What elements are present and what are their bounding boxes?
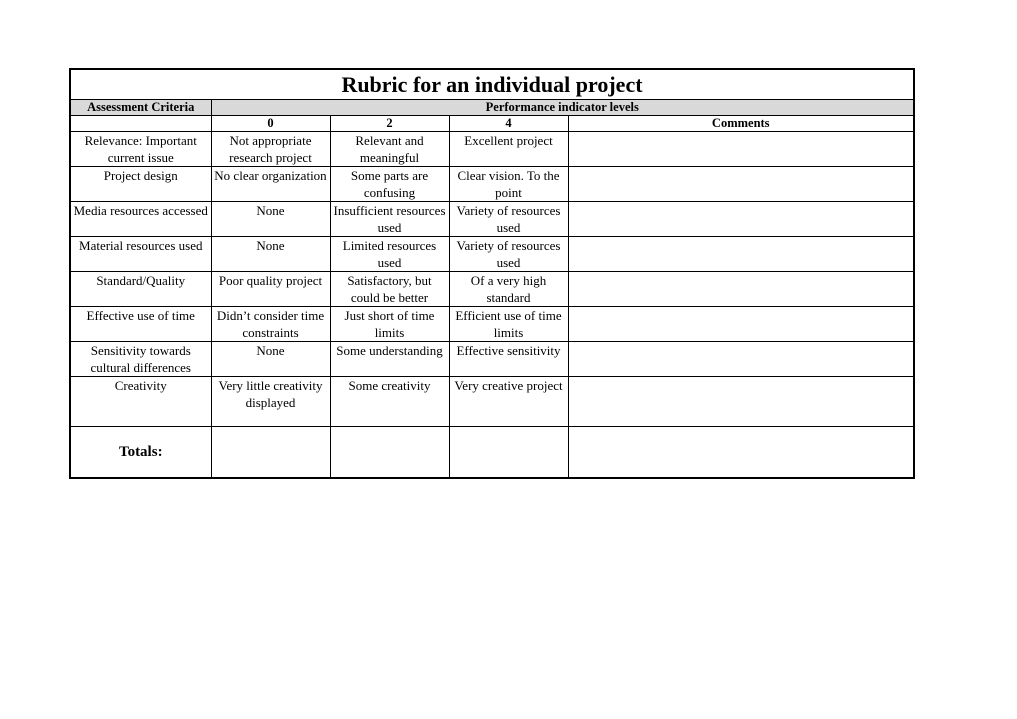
criterion-cell: Sensitivity towards cultural differences (70, 342, 211, 377)
level-4-cell: Effective sensitivity (449, 342, 568, 377)
table-row (70, 202, 914, 237)
totals-level-2-cell (330, 427, 449, 479)
level-0-cell: Very little creativity displayed (211, 377, 330, 427)
criterion-cell: Creativity (70, 377, 211, 427)
level-4-cell: Clear vision. To the point (449, 167, 568, 202)
comment-cell (568, 202, 914, 237)
comment-cell (568, 307, 914, 342)
comment-cell (568, 167, 914, 202)
title-row (70, 69, 914, 100)
table-row (70, 342, 914, 377)
comment-cell (568, 237, 914, 272)
level-0-cell: None (211, 237, 330, 272)
level-2-header: 2 (330, 116, 449, 132)
table-row (70, 272, 914, 307)
table-row (70, 132, 914, 167)
level-0-cell: No clear organization (211, 167, 330, 202)
level-4-cell: Variety of resources used (449, 237, 568, 272)
level-4-cell: Variety of resources used (449, 202, 568, 237)
level-2-cell: Some parts are confusing (330, 167, 449, 202)
level-4-cell: Of a very high standard (449, 272, 568, 307)
table-row (70, 307, 914, 342)
table-row (70, 237, 914, 272)
totals-level-0-cell (211, 427, 330, 479)
level-2-cell: Satisfactory, but could be better (330, 272, 449, 307)
performance-levels-header: Performance indicator levels (211, 100, 914, 116)
level-4-header: 4 (449, 116, 568, 132)
criterion-cell: Media resources accessed (70, 202, 211, 237)
level-4-cell: Very creative project (449, 377, 568, 427)
totals-label: Totals: (70, 427, 211, 479)
level-2-cell: Relevant and meaningful (330, 132, 449, 167)
criterion-cell: Material resources used (70, 237, 211, 272)
comment-cell (568, 377, 914, 427)
level-0-cell: None (211, 202, 330, 237)
level-4-cell: Excellent project (449, 132, 568, 167)
level-2-cell: Insufficient resources used (330, 202, 449, 237)
level-2-cell: Just short of time limits (330, 307, 449, 342)
rubric-title: Rubric for an individual project (70, 69, 914, 100)
criterion-cell: Effective use of time (70, 307, 211, 342)
level-2-cell: Some creativity (330, 377, 449, 427)
comment-cell (568, 132, 914, 167)
level-0-cell: Not appropriate research project (211, 132, 330, 167)
comment-cell (568, 272, 914, 307)
level-2-cell: Some understanding (330, 342, 449, 377)
criterion-cell: Project design (70, 167, 211, 202)
header-row (70, 100, 914, 116)
level-0-cell: None (211, 342, 330, 377)
totals-level-4-cell (449, 427, 568, 479)
table-row (70, 167, 914, 202)
table-row (70, 377, 914, 427)
rubric-table (69, 68, 915, 479)
totals-row (70, 427, 914, 479)
level-2-cell: Limited resources used (330, 237, 449, 272)
level-4-cell: Efficient use of time limits (449, 307, 568, 342)
totals-comment-cell (568, 427, 914, 479)
criterion-cell: Standard/Quality (70, 272, 211, 307)
level-0-header: 0 (211, 116, 330, 132)
level-blank-cell (70, 116, 211, 132)
comment-cell (568, 342, 914, 377)
level-0-cell: Poor quality project (211, 272, 330, 307)
criterion-cell: Relevance: Important current issue (70, 132, 211, 167)
assessment-criteria-header: Assessment Criteria (70, 100, 211, 116)
level-0-cell: Didn’t consider time constraints (211, 307, 330, 342)
comments-header: Comments (568, 116, 914, 132)
level-row (70, 116, 914, 132)
